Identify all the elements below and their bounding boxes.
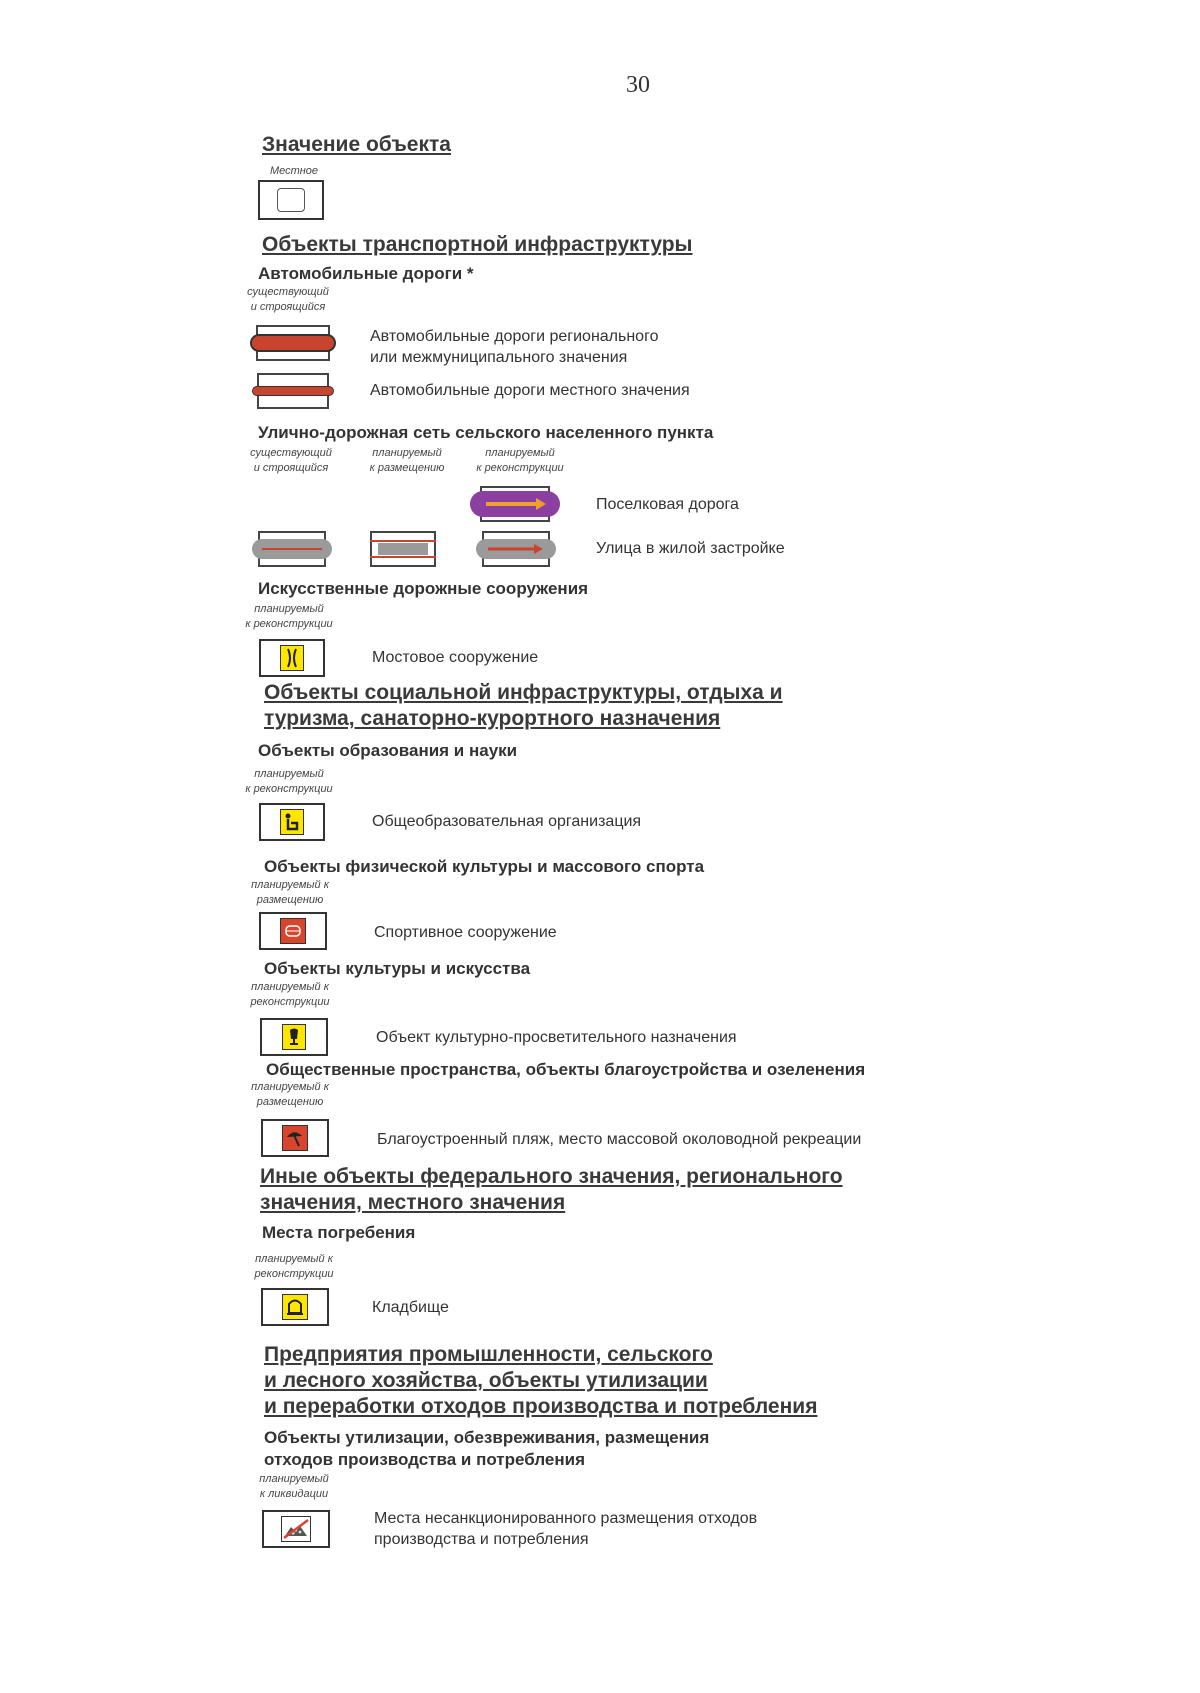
public-spaces-caption [240, 1080, 340, 1110]
settlement-road-symbol [470, 486, 560, 522]
sport-label: Спортивное сооружение [374, 924, 557, 941]
sport-facility-icon [280, 918, 306, 944]
sport-caption [240, 878, 340, 908]
caption-line: и строящийся [253, 462, 329, 474]
section-transport-title: Объекты транспортной инфраструктуры [262, 233, 693, 256]
burial-caption [244, 1252, 344, 1282]
culture-symbol [260, 1018, 328, 1056]
caption-line: и строящийся [250, 301, 326, 313]
education-heading: Объекты образования и науки [258, 741, 518, 760]
gray-fill [378, 543, 428, 555]
education-label: Общеобразовательная организация [372, 813, 642, 830]
title-line: Объекты социальной инфраструктуры, отдыха и [264, 681, 783, 704]
arrow-right-icon [476, 531, 556, 567]
beach-symbol [261, 1119, 329, 1157]
street-col1-caption [236, 446, 346, 476]
street-col3-caption [460, 446, 580, 476]
street-network-heading: Улично-дорожная сеть сельского населенного пункта [258, 423, 714, 442]
caption-line: реконструкции [250, 996, 330, 1008]
cemetery-symbol [261, 1288, 329, 1326]
title-line: Иные объекты федерального значения, регионального [260, 1165, 843, 1188]
burial-heading: Места погребения [262, 1223, 416, 1242]
label-line: Автомобильные дороги регионального [370, 328, 659, 345]
caption-line: реконструкции [254, 1268, 334, 1280]
label-line: производства и потребления [374, 1531, 589, 1548]
culture-heading: Объекты культуры и искусства [264, 959, 531, 978]
education-caption [236, 767, 342, 797]
beach-umbrella-icon [282, 1125, 308, 1151]
bridge-symbol [259, 639, 325, 677]
culture-icon [282, 1024, 306, 1050]
label-line: Места несанкционированного размещения отходов [374, 1510, 758, 1527]
waste-caption [244, 1472, 344, 1502]
regional-road-symbol [250, 325, 336, 361]
caption-line: к реконструкции [476, 462, 564, 474]
caption-line: к реконструкции [245, 618, 333, 630]
label-line: или межмуниципального значения [370, 349, 628, 366]
cemetery-icon [282, 1294, 308, 1320]
street-existing-symbol [252, 531, 332, 567]
section-social-title [264, 680, 783, 732]
education-symbol [259, 803, 325, 841]
heading-line: отходов производства и потребления [264, 1450, 585, 1469]
street-col2-caption [352, 446, 462, 476]
waste-symbol [262, 1510, 330, 1548]
local-value-symbol [258, 180, 324, 220]
caption-line: к размещению [369, 462, 445, 474]
artificial-structures-heading: Искусственные дорожные сооружения [258, 579, 589, 598]
caption-line: планируемый [259, 1473, 329, 1485]
culture-caption [240, 980, 340, 1010]
local-road-symbol [252, 373, 334, 409]
caption-line: к реконструкции [245, 783, 333, 795]
caption-line: размещению [256, 894, 324, 906]
local-road-label: Автомобильные дороги местного значения [370, 382, 690, 399]
waste-heading [264, 1427, 709, 1471]
culture-label: Объект культурно-просветительного назначения [376, 1029, 737, 1046]
road-line-thick [250, 334, 336, 352]
artificial-caption [236, 602, 342, 632]
school-icon [280, 809, 304, 835]
value-caption: Местное [269, 165, 319, 177]
title-line: Предприятия промышленности, сельского [264, 1343, 713, 1366]
road-line-thin [252, 386, 334, 396]
section-other-title [260, 1164, 843, 1216]
caption-line: планируемый к [251, 879, 329, 891]
section-industry-title [264, 1342, 817, 1420]
regional-road-label [370, 326, 658, 368]
heading-line: Объекты утилизации, обезвреживания, размещения [264, 1428, 710, 1447]
sport-symbol [259, 912, 327, 950]
sport-heading: Объекты физической культуры и массового спорта [264, 857, 705, 876]
cemetery-label: Кладбище [372, 1299, 449, 1316]
caption-line: планируемый к [251, 981, 329, 993]
title-line: туризма, санаторно-курортного назначения [264, 707, 721, 730]
title-line: значения, местного значения [260, 1191, 566, 1214]
waste-label [374, 1508, 757, 1550]
arrow-right-icon [470, 486, 560, 522]
caption-line: планируемый [485, 447, 555, 459]
street-reconstruction-symbol [476, 531, 556, 567]
settlement-road-label: Поселковая дорога [596, 496, 739, 513]
beach-label: Благоустроенный пляж, место массовой околоводной рекреации [377, 1131, 862, 1148]
caption-line: планируемый [372, 447, 442, 459]
caption-line: к ликвидации [259, 1488, 329, 1500]
residential-street-label: Улица в жилой застройке [596, 540, 785, 557]
street-planned-symbol [370, 531, 436, 567]
page-number: 30 [626, 72, 650, 98]
roads-caption [238, 285, 338, 315]
section-value-title: Значение объекта [262, 133, 451, 156]
square-icon [277, 188, 305, 212]
caption-line: существующий [247, 286, 329, 298]
bridge-label: Мостовое сооружение [372, 649, 539, 666]
roads-heading: Автомобильные дороги * [258, 264, 474, 283]
caption-line: планируемый к [251, 1081, 329, 1093]
caption-line: размещению [256, 1096, 324, 1108]
public-spaces-heading: Общественные пространства, объекты благоустройства и озеленения [266, 1060, 866, 1079]
title-line: и переработки отходов производства и потребления [264, 1395, 818, 1418]
title-line: и лесного хозяйства, объекты утилизации [264, 1369, 708, 1392]
caption-line: планируемый к [255, 1253, 333, 1265]
bridge-icon [280, 645, 304, 671]
caption-line: планируемый [254, 603, 324, 615]
caption-line: существующий [250, 447, 332, 459]
caption-line: планируемый [254, 768, 324, 780]
waste-dump-icon [281, 1516, 311, 1542]
